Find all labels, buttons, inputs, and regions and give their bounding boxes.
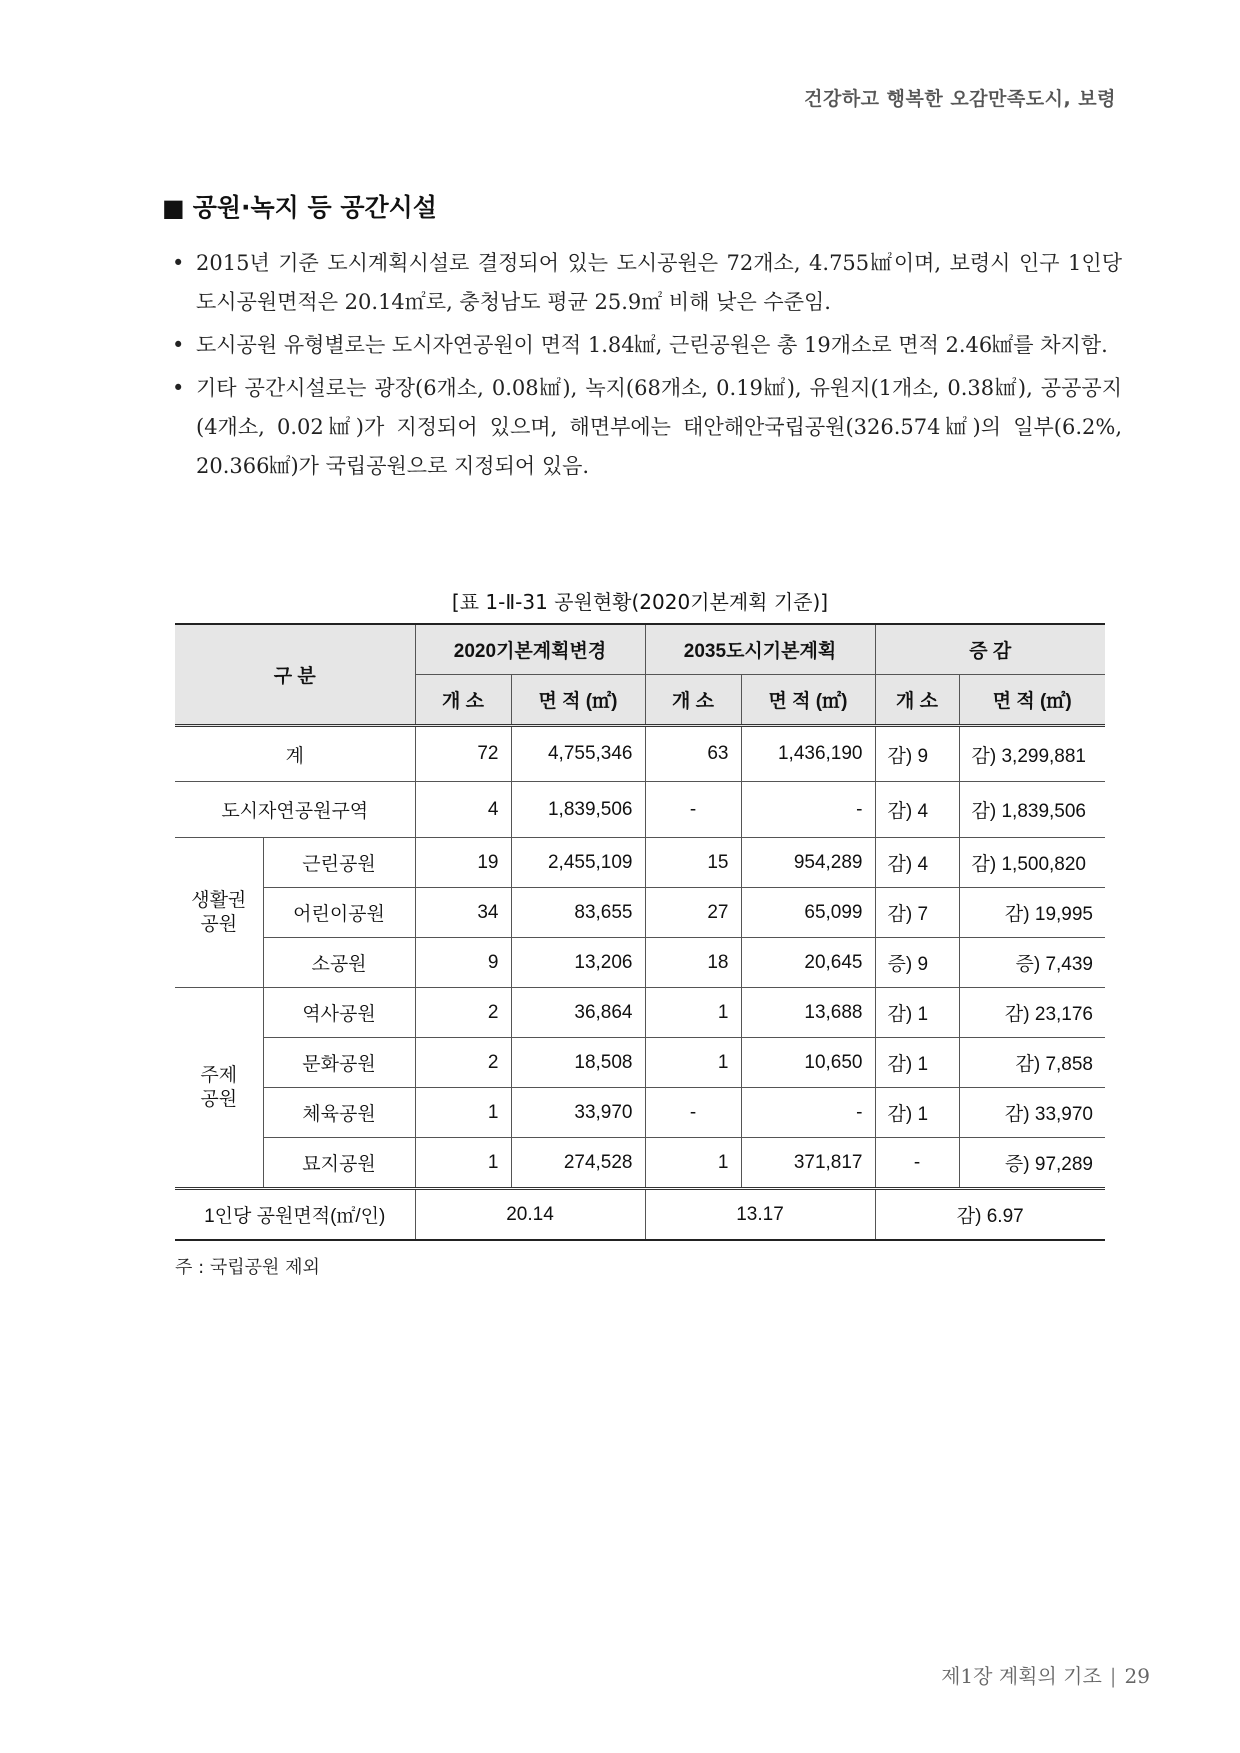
- cell-area-change: [959, 888, 1105, 938]
- header-count: 개 소: [645, 675, 741, 726]
- section-body: [162, 188, 1122, 490]
- change-value: 1: [917, 1004, 929, 1025]
- bullet-dot-icon: •: [172, 333, 185, 357]
- row-label: 어린이공원: [263, 888, 415, 938]
- row-label: 묘지공원: [263, 1138, 415, 1189]
- change-tag: 감): [1004, 1104, 1030, 1125]
- change-tag: 감): [887, 1004, 913, 1025]
- section-title-text: 공원·녹지 등 공간시설: [192, 193, 437, 222]
- cell-count-change: [875, 988, 959, 1038]
- cell-count-2020: 34: [415, 888, 511, 938]
- cell-count-change: [875, 888, 959, 938]
- table-caption: [표 1-Ⅱ-31 공원현황(2020기본계획 기준)]: [451, 590, 829, 614]
- cell-count-change: [875, 1088, 959, 1138]
- header-category: 구 분: [175, 624, 415, 726]
- cell-area-2035: 371,817: [741, 1138, 875, 1189]
- cell-count-2035: -: [645, 782, 741, 838]
- change-value: 7: [917, 904, 929, 925]
- paragraph-text: 기타 공간시설로는 광장(6개소, 0.08㎢), 녹지(68개소, 0.19㎢), 유원지(1개소, 0.38㎢), 공공공지(4개소, 0.02㎢)가 지정되어 있으며, 해면부에는 태안해안국립공원(326.574㎢)의 일부(6.2%, 20.366㎢)가 국립공원으로 지정되어 있음.: [196, 376, 1122, 478]
- cell-area-2020: 18,508: [511, 1038, 645, 1088]
- change-value: 4: [917, 801, 929, 822]
- cell-per-capita-2035: 13.17: [645, 1189, 875, 1241]
- cell-area-2035: 10,650: [741, 1038, 875, 1088]
- table-footnote: 주 : 국립공원 제외: [175, 1257, 320, 1278]
- cell-count-2020: 2: [415, 1038, 511, 1088]
- cell-area-2035: 13,688: [741, 988, 875, 1038]
- cell-area-change: [959, 838, 1105, 888]
- paragraph-text: 2015년 기준 도시계획시설로 결정되어 있는 도시공원은 72개소, 4.755㎢이며, 보령시 인구 1인당 도시공원면적은 20.14㎡로, 충청남도 평균 25.9㎡ 비해 낮은 수준임.: [196, 251, 1122, 314]
- group-label-theme: 주제 공원: [175, 988, 263, 1189]
- change-tag: 증): [1015, 954, 1041, 975]
- bullet-dot-icon: •: [172, 376, 185, 400]
- cell-area-change: [959, 782, 1105, 838]
- change-value: 7,858: [1045, 1054, 1093, 1075]
- header-area: 면 적 (㎡): [511, 675, 645, 726]
- group-label-living: 생활권 공원: [175, 838, 263, 988]
- change-value: 97,289: [1034, 1154, 1093, 1175]
- cell-per-capita-2020: 20.14: [415, 1189, 645, 1241]
- cell-area-2035: 20,645: [741, 938, 875, 988]
- cell-area-change: [959, 726, 1105, 782]
- cell-count-2035: 27: [645, 888, 741, 938]
- change-tag: 감): [971, 801, 997, 822]
- cell-count-change: [875, 782, 959, 838]
- header-count: 개 소: [415, 675, 511, 726]
- paragraph-text: 도시공원 유형별로는 도시자연공원이 면적 1.84㎢, 근린공원은 총 19개소로 면적 2.46㎢를 차지함.: [196, 333, 1108, 357]
- cell-count-2035: 18: [645, 938, 741, 988]
- cell-count-change: [875, 1138, 959, 1189]
- bullet-paragraph: [162, 369, 1122, 486]
- change-value: 1,839,506: [1001, 801, 1086, 822]
- cell-count-2020: 2: [415, 988, 511, 1038]
- cell-count-change: [875, 838, 959, 888]
- change-value: 1: [917, 1054, 929, 1075]
- table-row-theme: [175, 1038, 1105, 1088]
- change-value: 23,176: [1034, 1004, 1093, 1025]
- footer-chapter: 제1장 계획의 기조: [941, 1664, 1102, 1688]
- row-label: 1인당 공원면적(㎡/인): [175, 1189, 415, 1241]
- change-tag: 감): [887, 1054, 913, 1075]
- change-value: 1,500,820: [1001, 854, 1086, 875]
- table-row-theme: [175, 988, 1105, 1038]
- cell-count-2020: 19: [415, 838, 511, 888]
- cell-area-change: [959, 1138, 1105, 1189]
- running-header: 건강하고 행복한 오감만족도시, 보령: [804, 88, 1116, 110]
- row-label: 계: [175, 726, 415, 782]
- change-tag: 감): [971, 745, 997, 767]
- cell-area-2020: 2,455,109: [511, 838, 645, 888]
- change-value: 33,970: [1034, 1104, 1093, 1125]
- cell-per-capita-change: 감) 6.97: [875, 1189, 1105, 1241]
- cell-area-2020: 36,864: [511, 988, 645, 1038]
- cell-area-2035: -: [741, 782, 875, 838]
- cell-count-2020: 9: [415, 938, 511, 988]
- cell-area-change: [959, 1038, 1105, 1088]
- cell-area-2020: 274,528: [511, 1138, 645, 1189]
- cell-area-2035: 954,289: [741, 838, 875, 888]
- header-2020-plan: 2020기본계획변경: [415, 624, 645, 675]
- change-tag: 감): [887, 745, 913, 767]
- cell-area-2020: 1,839,506: [511, 782, 645, 838]
- row-label: 역사공원: [263, 988, 415, 1038]
- change-value: 4: [917, 854, 929, 875]
- change-tag: 증): [1004, 1154, 1030, 1175]
- change-value: 9: [917, 745, 929, 767]
- header-area: 면 적 (㎡): [959, 675, 1105, 726]
- row-label: 체육공원: [263, 1088, 415, 1138]
- change-value: 9: [917, 954, 929, 975]
- change-value: 7,439: [1045, 954, 1093, 975]
- table-row-theme: [175, 1138, 1105, 1189]
- cell-count-2020: 72: [415, 726, 511, 782]
- cell-area-change: [959, 938, 1105, 988]
- row-label: 문화공원: [263, 1038, 415, 1088]
- header-area: 면 적 (㎡): [741, 675, 875, 726]
- bullet-paragraph: [162, 244, 1122, 322]
- header-change: 증 감: [875, 624, 1105, 675]
- cell-count-2035: 1: [645, 1138, 741, 1189]
- cell-area-2035: 1,436,190: [741, 726, 875, 782]
- change-tag: 감): [887, 801, 913, 822]
- change-tag: 감): [887, 904, 913, 925]
- change-tag: 증): [887, 954, 913, 975]
- change-tag: 감): [971, 854, 997, 875]
- table-row-nature: [175, 782, 1105, 838]
- table-row-theme: [175, 1088, 1105, 1138]
- change-value: -: [913, 1151, 921, 1173]
- header-2035-plan: 2035도시기본계획: [645, 624, 875, 675]
- cell-area-2020: 4,755,346: [511, 726, 645, 782]
- cell-count-2020: 1: [415, 1088, 511, 1138]
- change-tag: 감): [1015, 1054, 1041, 1075]
- row-label: 도시자연공원구역: [175, 782, 415, 838]
- cell-count-change: [875, 938, 959, 988]
- table-row-total: [175, 726, 1105, 782]
- cell-count-change: [875, 726, 959, 782]
- change-tag: 감): [1004, 904, 1030, 925]
- change-tag: 감): [1004, 1004, 1030, 1025]
- cell-count-2035: 15: [645, 838, 741, 888]
- bullet-dot-icon: •: [172, 251, 185, 275]
- cell-count-2035: 63: [645, 726, 741, 782]
- table-row-living: [175, 838, 1105, 888]
- table-row-living: [175, 938, 1105, 988]
- section-title: [162, 188, 1122, 224]
- change-value: 1: [917, 1104, 929, 1125]
- bullet-list: [162, 244, 1122, 486]
- bullet-paragraph: [162, 326, 1122, 365]
- table-row-per-capita: [175, 1189, 1105, 1241]
- cell-count-2035: -: [645, 1088, 741, 1138]
- footer-separator: |: [1109, 1664, 1117, 1688]
- cell-area-change: [959, 988, 1105, 1038]
- parks-table: [175, 623, 1105, 1241]
- cell-count-2020: 1: [415, 1138, 511, 1189]
- cell-area-2020: 33,970: [511, 1088, 645, 1138]
- cell-area-change: [959, 1088, 1105, 1138]
- row-label: 소공원: [263, 938, 415, 988]
- change-tag: 감): [887, 1104, 913, 1125]
- square-bullet-icon: ■: [162, 194, 185, 222]
- change-value: 19,995: [1034, 904, 1093, 925]
- page-number: 29: [1124, 1664, 1150, 1688]
- table-row-living: [175, 888, 1105, 938]
- cell-area-2035: -: [741, 1088, 875, 1138]
- cell-area-2020: 13,206: [511, 938, 645, 988]
- cell-area-2020: 83,655: [511, 888, 645, 938]
- cell-count-change: [875, 1038, 959, 1088]
- header-count: 개 소: [875, 675, 959, 726]
- cell-count-2035: 1: [645, 988, 741, 1038]
- change-value: 3,299,881: [1001, 745, 1086, 767]
- cell-count-2035: 1: [645, 1038, 741, 1088]
- change-tag: 감): [887, 854, 913, 875]
- page-footer: [941, 1660, 1150, 1689]
- cell-count-2020: 4: [415, 782, 511, 838]
- cell-area-2035: 65,099: [741, 888, 875, 938]
- row-label: 근린공원: [263, 838, 415, 888]
